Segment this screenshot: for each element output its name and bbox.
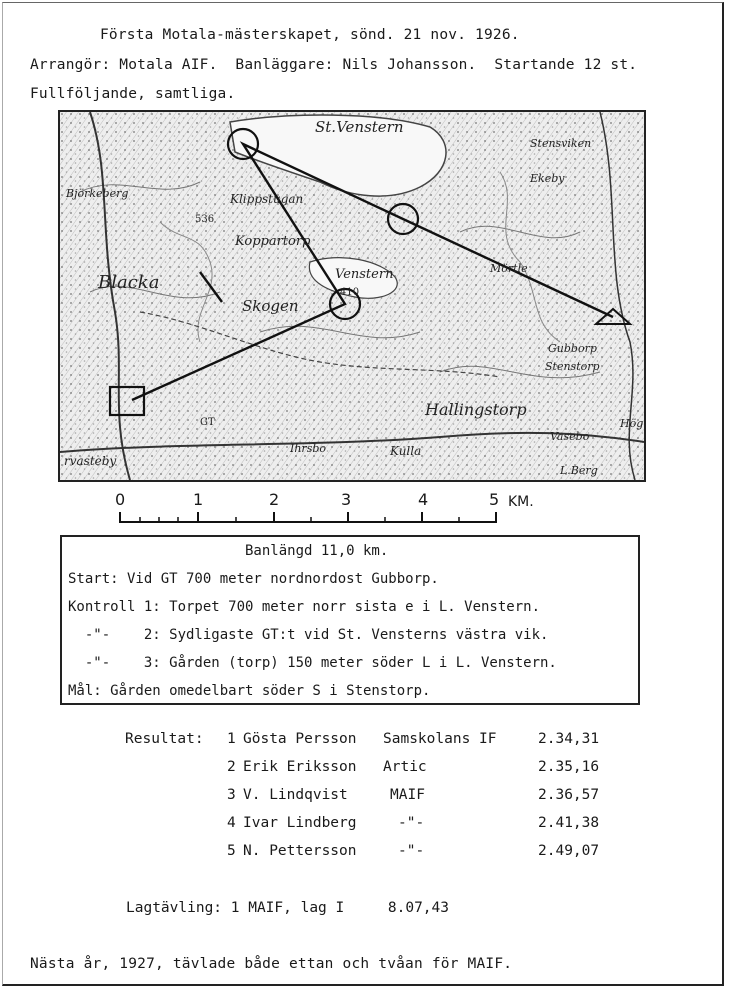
scale-bar — [110, 490, 580, 530]
result-name-1: Gösta Persson — [243, 731, 357, 747]
course-control-1: Kontroll 1: Torpet 700 meter norr sista e i L. Venstern. — [68, 599, 541, 615]
map-label-mortle: Mörtle — [490, 262, 528, 275]
result-time-2: 2.35,16 — [538, 759, 600, 775]
map-label-bjorkeberg: Björkeberg — [66, 187, 129, 200]
team-result: Lagtävling: 1 MAIF, lag I 8.07,43 — [126, 900, 450, 916]
map-label-koppartorp: Koppartorp — [235, 234, 311, 249]
course-start: Start: Vid GT 700 meter nordnordost Gubborp. — [68, 571, 439, 587]
header-organizer: Arrangör: Motala AIF. Banläggare: Nils Johansson. Startande 12 st. — [30, 57, 638, 73]
scale-unit: KM. — [508, 494, 534, 510]
map-label-height-536: 536 — [195, 214, 215, 225]
results-label: Resultat: — [125, 731, 204, 747]
scale-tick-1: 1 — [193, 490, 204, 509]
result-club-4: -"- — [398, 815, 425, 831]
result-place-1: 1 — [227, 731, 236, 747]
result-time-4: 2.41,38 — [538, 815, 600, 831]
map-label-hog: Hög — [620, 417, 644, 430]
map-label-klippstugan: Klippstugan — [230, 192, 304, 206]
result-name-5: N. Pettersson — [243, 843, 357, 859]
result-club-3: MAIF — [390, 787, 425, 803]
course-control-2: -"- 2: Sydligaste GT:t vid St. Vensterns västra vik. — [68, 627, 549, 643]
scale-tick-0: 0 — [115, 490, 126, 509]
map-label-stenstorp: Stenstorp — [545, 360, 600, 373]
map-label-height-410: 410 — [340, 287, 360, 298]
course-map — [58, 110, 646, 482]
map-label-skogen: Skogen — [242, 297, 299, 315]
result-time-3: 2.36,57 — [538, 787, 600, 803]
result-club-1: Samskolans IF — [383, 731, 497, 747]
scale-tick-3: 3 — [341, 490, 352, 509]
course-length: Banlängd 11,0 km. — [245, 543, 389, 559]
map-label-l-berg: L.Berg — [560, 464, 598, 477]
result-name-2: Erik Eriksson — [243, 759, 357, 775]
scale-tick-5: 5 — [489, 490, 500, 509]
map-label-gt: GT — [200, 417, 215, 428]
scale-ruler — [110, 508, 510, 528]
map-label-ekeby: Ekeby — [530, 172, 565, 185]
result-place-2: 2 — [227, 759, 236, 775]
scale-tick-4: 4 — [418, 490, 429, 509]
map-label-stensviken: Stensviken — [530, 137, 592, 150]
header-finishers: Fullföljande, samtliga. — [30, 86, 236, 102]
scale-tick-2: 2 — [269, 490, 280, 509]
map-label-rvasteby: rvasteby — [64, 454, 117, 468]
course-description-box — [60, 535, 640, 705]
course-finish: Mål: Gården omedelbart söder S i Stenstorp. — [68, 683, 431, 699]
result-time-1: 2.34,31 — [538, 731, 600, 747]
result-name-4: Ivar Lindberg — [243, 815, 357, 831]
result-time-5: 2.49,07 — [538, 843, 600, 859]
map-label-venstern: Venstern — [335, 267, 394, 282]
map-label-hallingstorp: Hallingstorp — [425, 400, 527, 419]
map-label-st-venstern: St.Venstern — [315, 118, 404, 136]
result-place-3: 3 — [227, 787, 236, 803]
result-place-4: 4 — [227, 815, 236, 831]
map-label-kulla: Kulla — [390, 444, 422, 458]
result-club-5: -"- — [398, 843, 425, 859]
map-label-gubborp: Gubborp — [548, 342, 597, 355]
map-label-vasebo: Vasebo — [550, 430, 590, 443]
result-club-2: Artic — [383, 759, 427, 775]
footer-note: Nästa år, 1927, tävlade både ettan och tvåan för MAIF. — [30, 956, 513, 972]
result-place-5: 5 — [227, 843, 236, 859]
map-label-blacka: Blacka — [98, 272, 160, 293]
course-control-3: -"- 3: Gården (torp) 150 meter söder L i L. Venstern. — [68, 655, 557, 671]
map-label-ihrsbo: Ihrsbo — [290, 442, 326, 455]
header-title: Första Motala-mästerskapet, sönd. 21 nov. 1926. — [100, 27, 520, 43]
result-name-3: V. Lindqvist — [243, 787, 348, 803]
